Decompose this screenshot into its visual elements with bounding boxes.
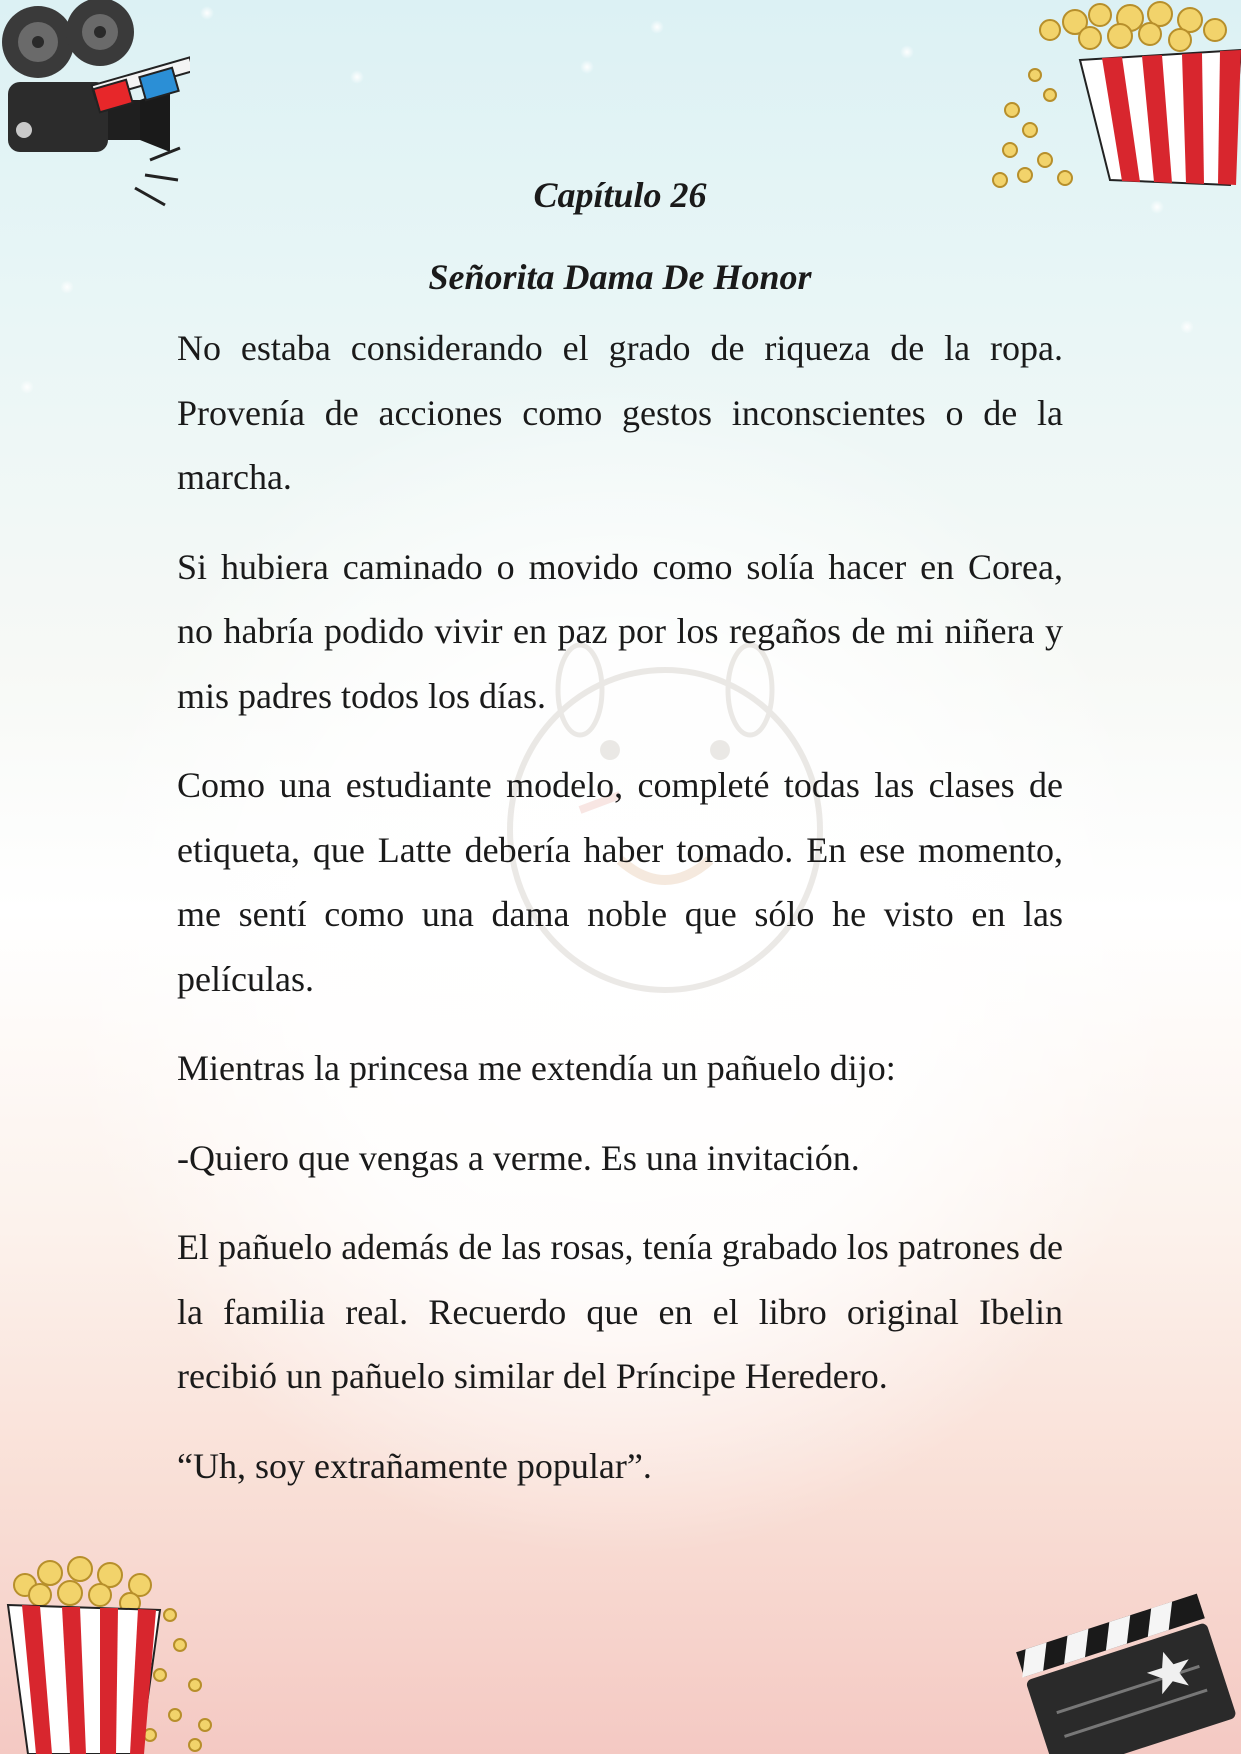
chapter-subtitle: Señorita Dama De Honor [428, 257, 812, 297]
paragraph: Si hubiera caminado o movido como solía hacer en Corea, no habría podido vivir en paz por los regaños de mi niñera y mis padres todos los días. [177, 546, 1063, 716]
paragraph: Mientras la princesa me extendía un pañuelo dijo: [177, 1048, 896, 1088]
clapperboard-icon [1010, 1580, 1241, 1754]
paragraph: No estaba considerando el grado de riqueza de la ropa. Provenía de acciones como gestos inconscientes o de la marcha. [177, 328, 1063, 497]
paragraph: “Uh, soy extrañamente popular”. [177, 1445, 652, 1486]
paragraph: El pañuelo además de las rosas, tenía grabado los patrones de la familia real. Recuerdo que en el libro original Ibelin recibió un pañuelo similar del Príncipe Heredero. [177, 1227, 1063, 1396]
chapter-title: Capítulo 26 [533, 175, 707, 215]
popcorn-bucket-icon [0, 1555, 230, 1754]
document-body [177, 170, 1063, 1498]
film-camera-icon [0, 0, 190, 210]
paragraph: Como una estudiante modelo, completé todas las clases de etiqueta, que Latte debería haber tomado. En ese momento, me sentí como una dama noble que sólo he visto en las películas. [177, 765, 1063, 999]
paragraph: -Quiero que vengas a verme. Es una invitación. [177, 1137, 860, 1178]
